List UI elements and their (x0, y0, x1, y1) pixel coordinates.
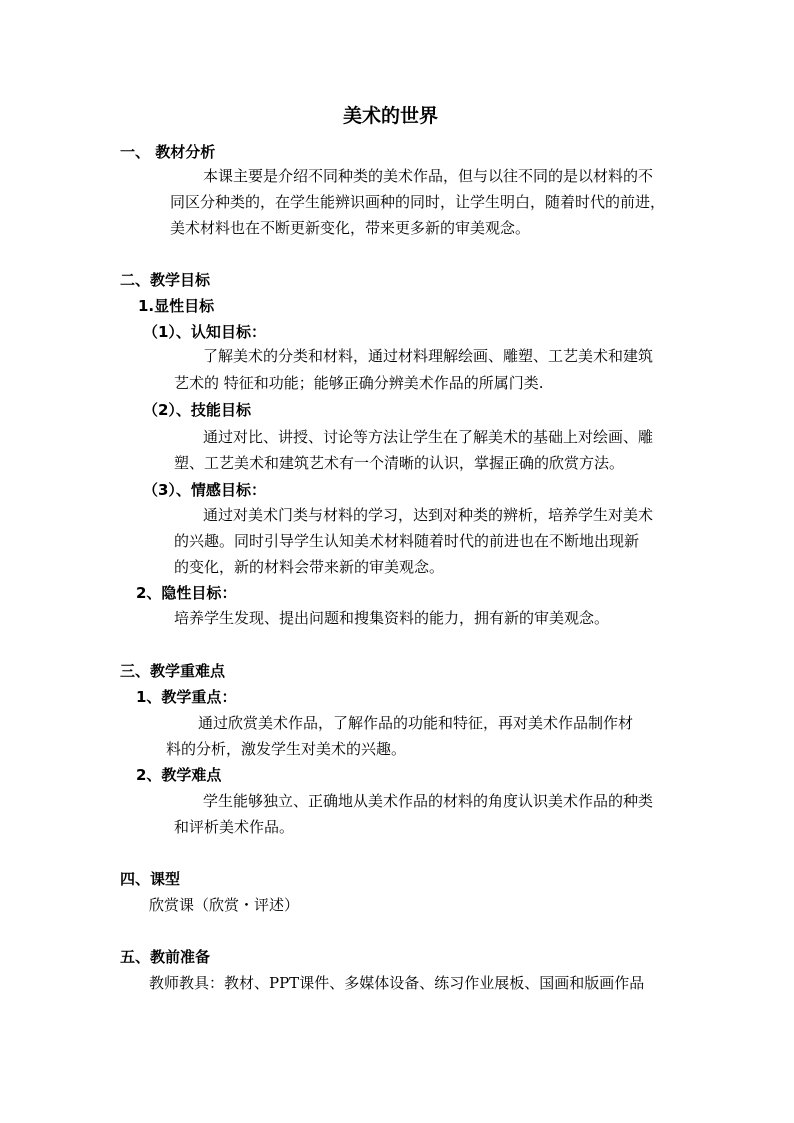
paragraph-line: 料的分析，激发学生对美术的兴趣。 (166, 740, 407, 758)
section-heading-1: 一、 教材分析 (120, 143, 216, 161)
paragraph-line: 学生能够独立、正确地从美术作品的材料的角度认识美术作品的种类 (203, 792, 654, 810)
page-title: 美术的世界 (343, 105, 439, 127)
subheading-hidden-goals: 2、隐性目标： (136, 584, 237, 602)
paragraph-line: 欣赏课（欣赏・评述） (149, 896, 300, 914)
paragraph-line: 和评析美术作品。 (174, 818, 295, 836)
paragraph-line: 艺术的 特征和功能；能够正确分辨美术作品的所属门类. (174, 374, 544, 392)
paragraph-line: 美术材料也在不断更新变化，带来更多新的审美观念。 (170, 219, 531, 237)
paragraph-line: 通过对美术门类与材料的学习，达到对种类的辨析，培养学生对美术 (203, 506, 654, 524)
section-heading-4: 四、课型 (120, 870, 181, 888)
subheading-difficulties: 2、教学难点 (136, 766, 222, 784)
subheading-skill-goals: （2）、技能目标 (143, 401, 251, 419)
paragraph-line: 了解美术的分类和材料，通过材料理解绘画、雕塑、工艺美术和建筑 (203, 347, 654, 365)
paragraph-line: 通过欣赏美术作品，了解作品的功能和特征，再对美术作品制作材 (198, 714, 634, 732)
paragraph-line: 同区分种类的，在学生能辨识画种的同时，让学生明白，随着时代的前进， (170, 193, 666, 211)
section-heading-3: 三、教学重难点 (120, 662, 226, 680)
paragraph-line: 本课主要是介绍不同种类的美术作品，但与以往不同的是以材料的不 (203, 167, 654, 185)
subheading-key-points: 1、教学重点： (136, 688, 237, 706)
paragraph-line: 教师教具：教材、PPT课件、多媒体设备、练习作业展板、国画和版画作品 (149, 974, 645, 992)
section-heading-5: 五、教前准备 (120, 948, 211, 966)
paragraph-line: 培养学生发现、提出问题和搜集资料的能力，拥有新的审美观念。 (174, 609, 610, 627)
paragraph-line: 通过对比、讲授、讨论等方法让学生在了解美术的基础上对绘画、雕 (203, 428, 654, 446)
subheading-explicit-goals: 1.显性目标 (138, 297, 215, 315)
section-heading-2: 二、教学目标 (120, 271, 211, 289)
subheading-cognitive-goals: （1）、认知目标： (143, 323, 266, 341)
paragraph-line: 的兴趣。同时引导学生认知美术材料随着时代的前进也在不断地出现新 (174, 532, 640, 550)
paragraph-line: 的变化，新的材料会带来新的审美观念。 (174, 558, 445, 576)
subheading-emotional-goals: （3）、情感目标： (143, 481, 266, 499)
paragraph-line: 塑、工艺美术和建筑艺术有一个清晰的认识，掌握正确的欣赏方法。 (174, 454, 625, 472)
